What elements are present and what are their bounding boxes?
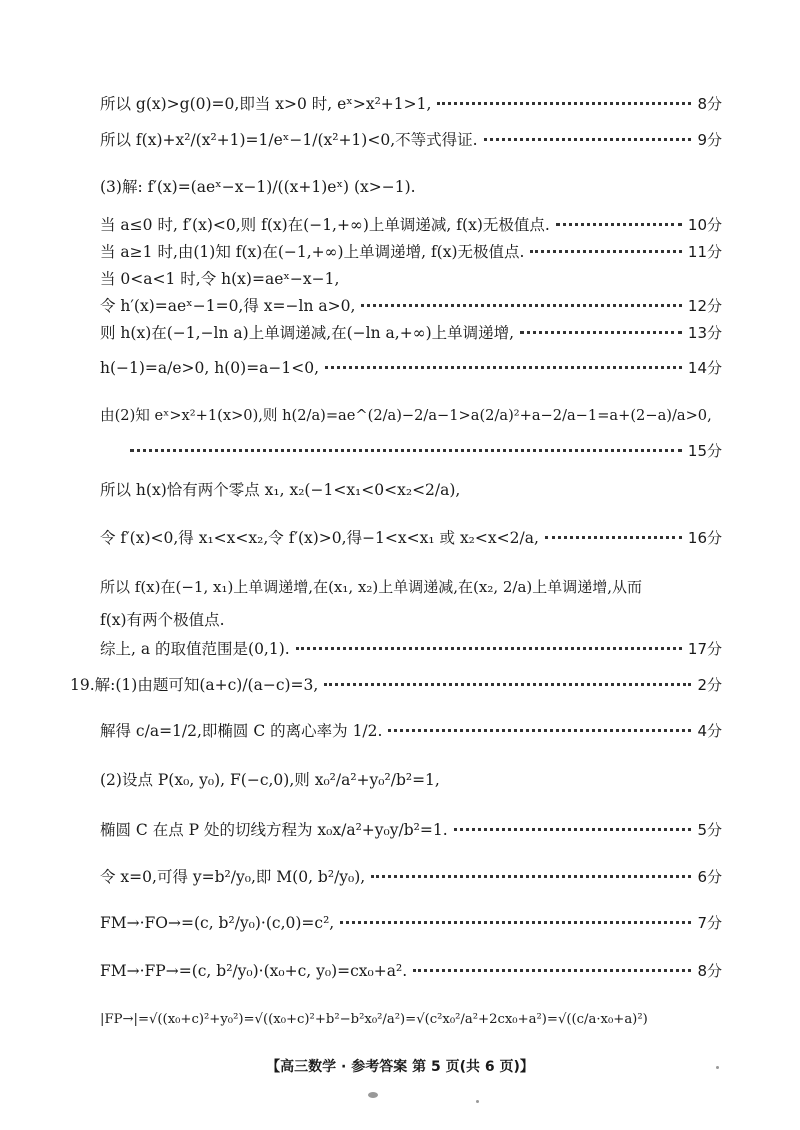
line-14: 所以 f(x)在(−1, x₁)上单调递增,在(x₁, x₂)上单调递减,在(x₂, 2/a)上单调递增,从而 [100,578,643,596]
line-2: 所以 f(x)+x²/(x²+1)=1/eˣ−1/(x²+1)<0,不等式得证. 9分 [100,130,722,149]
line-8: 则 h(x)在(−1,−ln a)上单调递减,在(−ln a,+∞)上单调递增, 13分 [100,323,722,342]
line-23: FM→·FP→=(c, b²/y₀)·(x₀+c, y₀)=cx₀+a². 8分 [100,961,722,980]
page-footer: 【高三数学 · 参考答案 第 5 页(共 6 页)】 [266,1059,534,1075]
line-21: 令 x=0,可得 y=b²/y₀,即 M(0, b²/y₀), 6分 [100,867,722,886]
line-11: 15分 [100,440,722,461]
line-18: 解得 c/a=1/2,即椭圆 C 的离心率为 1/2. 4分 [100,721,722,740]
line-24: |FP→|=√((x₀+c)²+y₀²)=√((x₀+c)²+b²−b²x₀²/a²)=√(c²x₀²/a²+2cx₀+a²)=√((c/a·x₀+a)²) [100,1012,648,1027]
line-1: 所以 g(x)>g(0)=0,即当 x>0 时, eˣ>x²+1>1, 8分 [100,94,722,113]
scan-speck [716,1066,719,1069]
line-12: 所以 h(x)恰有两个零点 x₁, x₂(−1<x₁<0<x₂<2/a), [100,481,461,499]
line-9: h(−1)=a/e>0, h(0)=a−1<0, 14分 [100,358,722,377]
line-15: f(x)有两个极值点. [100,611,225,629]
line-4: 当 a≤0 时, f′(x)<0,则 f(x)在(−1,+∞)上单调递减, f(x)无极值点. 10分 [100,215,722,234]
line-13: 令 f′(x)<0,得 x₁<x<x₂,令 f′(x)>0,得−1<x<x₁ 或 x₂<x<2/a, 16分 [100,528,722,547]
line-19: (2)设点 P(x₀, y₀), F(−c,0),则 x₀²/a²+y₀²/b²=1, [100,771,440,789]
line-17: 19.解:(1)由题可知(a+c)/(a−c)=3, 2分 [70,675,722,694]
line-7: 令 h′(x)=aeˣ−1=0,得 x=−ln a>0, 12分 [100,296,722,315]
line-22: FM→·FO→=(c, b²/y₀)·(c,0)=c², 7分 [100,913,722,932]
line-5: 当 a≥1 时,由(1)知 f(x)在(−1,+∞)上单调递增, f(x)无极值点. 11分 [100,242,722,261]
line-20: 椭圆 C 在点 P 处的切线方程为 x₀x/a²+y₀y/b²=1. 5分 [100,820,722,839]
line-6: 当 0<a<1 时,令 h(x)=aeˣ−x−1, [100,270,340,288]
line-10: 由(2)知 eˣ>x²+1(x>0),则 h(2/a)=ae^(2/a)−2/a−1>a(2/a)²+a−2/a−1=a+(2−a)/a>0, [100,407,712,424]
scan-speck [476,1100,479,1103]
line-3: (3)解: f′(x)=(aeˣ−x−1)/((x+1)eˣ) (x>−1). [100,178,416,196]
line-16: 综上, a 的取值范围是(0,1). 17分 [100,639,722,658]
scan-speck [368,1092,378,1098]
